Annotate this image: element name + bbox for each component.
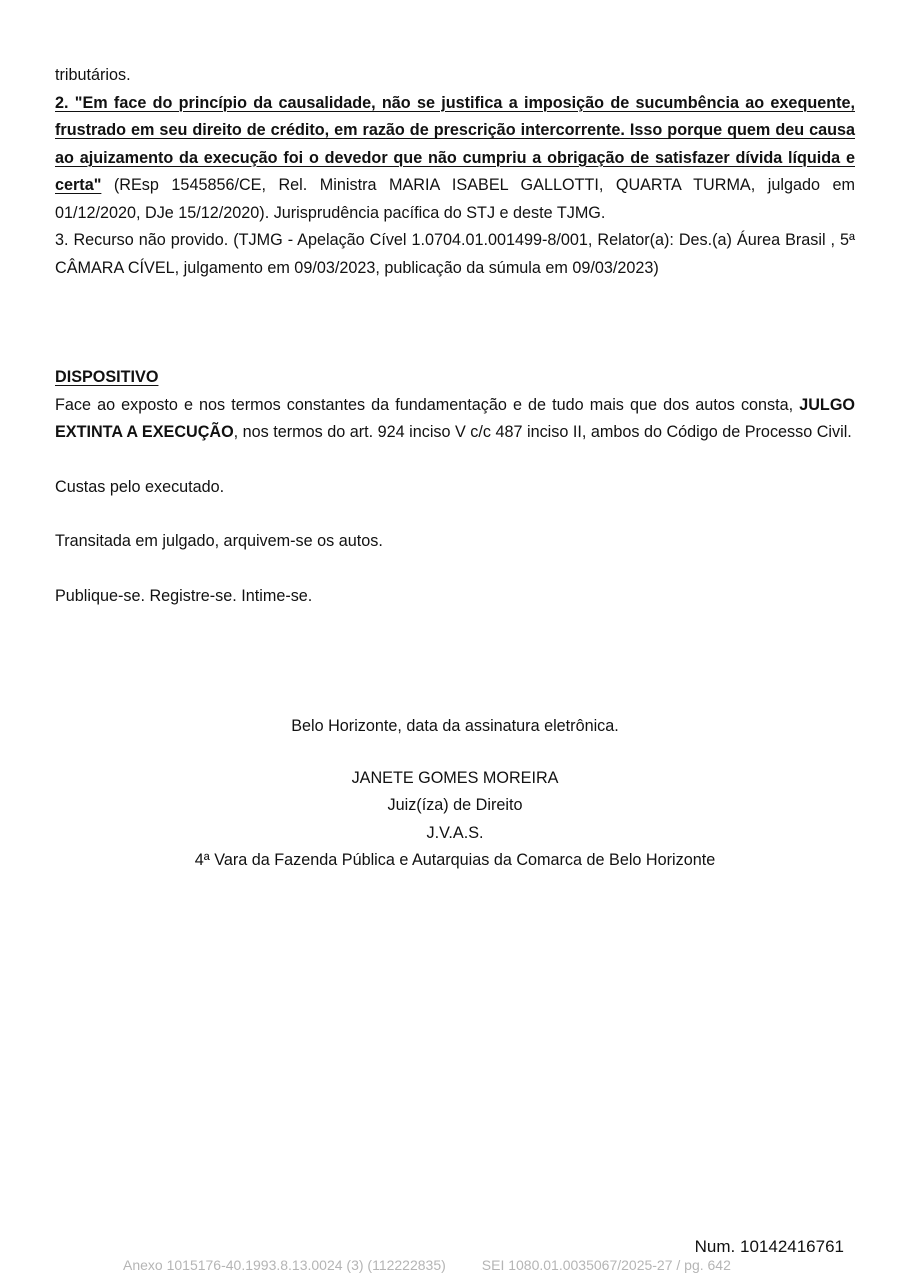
city-date: Belo Horizonte, data da assinatura eletrônica. [291, 717, 619, 735]
annex-reference: Anexo 1015176-40.1993.8.13.0024 (3) (112222835) [123, 1257, 446, 1273]
judge-role: Juiz(íza) de Direito [387, 796, 523, 814]
decision-text: JULGO EXTINTA A EXECUÇÃO [55, 395, 855, 441]
document-body [55, 62, 855, 610]
signature-block [0, 713, 910, 875]
jurisprudence-item-3: 3. Recurso não provido. (TJMG - Apelação Cível 1.0704.01.001499-8/001, Relator(a): Des.(a) Áurea Brasil , 5ª CÂMARA CÍVEL, julgamento em 09/03/2023, publicação da súmula em 09/03/2023) [55, 231, 855, 277]
dispositivo-intro: Face ao exposto e nos termos constantes da fundamentação e de tudo mais que dos autos consta, [55, 395, 800, 414]
quoted-holding: 2. "Em face do princípio da causalidade, não se justifica a imposição de sucumbência ao exequente, frustrado em seu direito de crédito, em razão de prescrição intercorrente. Isso porque quem deu causa ao ajuizamento da execução foi o devedor que não cumpriu a obrigação de satisfazer dívida líquida e certa" [55, 93, 855, 194]
judge-name: JANETE GOMES MOREIRA [351, 768, 559, 787]
section-heading-dispositivo: DISPOSITIVO [55, 368, 159, 386]
costs-line: Custas pelo executado. [55, 477, 225, 496]
jurisprudence-item-2 [55, 90, 855, 228]
sei-reference: SEI 1080.01.0035067/2025-27 / pg. 642 [481, 1257, 731, 1273]
dispositivo-rest: , nos termos do art. 924 inciso V c/c 487 inciso II, ambos do Código de Processo Civil. [233, 423, 852, 441]
judge-initials: J.V.A.S. [426, 823, 484, 842]
dispositivo-paragraph [55, 392, 855, 447]
citation: (REsp 1545856/CE, Rel. Ministra MARIA ISABEL GALLOTTI, QUARTA TURMA, julgado em 01/12/2020, DJe 15/12/2020). Jurisprudência pacífica do STJ e deste TJMG. [55, 176, 855, 222]
document-number: Num. 10142416761 [694, 1237, 844, 1256]
court-name: 4ª Vara da Fazenda Pública e Autarquias da Comarca de Belo Horizonte [194, 851, 716, 869]
footer-reference [123, 1257, 731, 1273]
line-continuation: tributários. [55, 66, 131, 84]
publish-line: Publique-se. Registre-se. Intime-se. [55, 586, 313, 605]
archive-line: Transitada em julgado, arquivem-se os autos. [55, 532, 383, 550]
